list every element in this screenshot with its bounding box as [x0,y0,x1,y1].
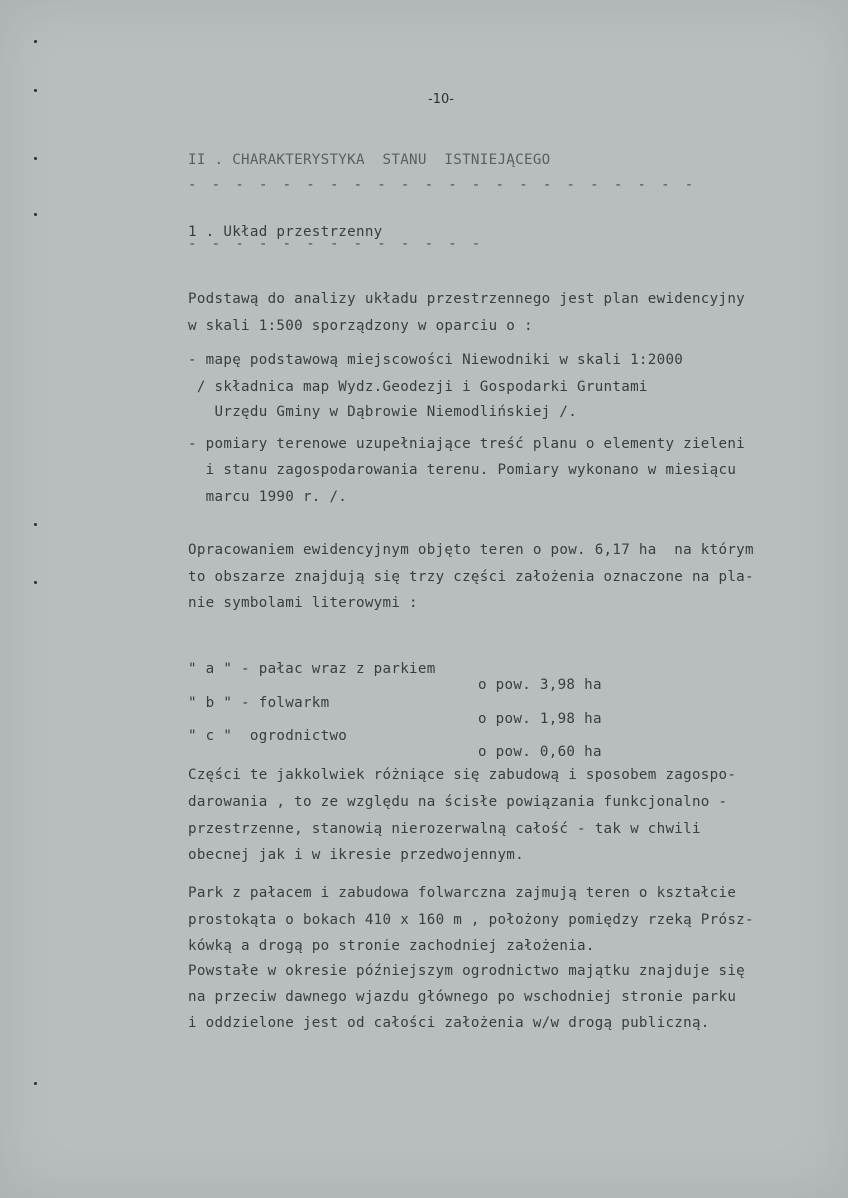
list-item-line: - pomiary terenowe uzupełniające treść planu o elementy zieleni [188,436,746,452]
paragraph-line: kówką a drogą po stronie zachodniej założenia. [188,938,595,954]
paragraph-line: darowania , to ze względu na ścisłe powiązania funkcjonalno - [188,794,728,810]
part-area: o pow. 0,60 ha [478,744,602,760]
paragraph-line: Opracowaniem ewidencyjnym objęto teren o pow. 6,17 ha na którym [188,542,754,558]
paragraph-line: i oddzielone jest od całości założenia w/w drogą publiczną. [188,1015,710,1031]
paragraph-line: Park z pałacem i zabudowa folwarczna zajmują teren o kształcie [188,885,737,901]
part-label: " b " - folwarkm [188,695,330,711]
part-row [0,645,848,693]
section-heading: II . CHARAKTERYSTYKA STANU ISTNIEJĄCEGO [188,152,551,168]
subsection-heading: 1 . Układ przestrzenny [188,224,383,240]
paragraph-line: w skali 1:500 sporządzony w oparciu o : [188,318,533,334]
paragraph-line: obecnej jak i w ikresie przedwojennym. [188,847,524,863]
part-label: " c " ogrodnictwo [188,728,348,744]
paragraph-line: na przeciw dawnego wjazdu głównego po wschodniej stronie parku [188,989,737,1005]
part-area: o pow. 1,98 ha [478,711,602,727]
binder-hole-mark [34,523,37,526]
paragraph-line: prostokąta o bokach 410 x 160 m , położony pomiędzy rzeką Prósz- [188,912,754,928]
part-row [0,679,848,727]
part-area: o pow. 3,98 ha [478,677,602,693]
list-item-line: Urzędu Gminy w Dąbrowie Niemodlińskiej /. [188,404,578,420]
list-item-line: marcu 1990 r. /. [188,489,348,505]
list-item-line: / składnica map Wydz.Geodezji i Gospodarki Gruntami [188,379,648,395]
section-underline: - - - - - - - - - - - - - - - - - - - - - - [188,177,697,193]
paragraph-line: Podstawą do analizy układu przestrzennego jest plan ewidencyjny [188,291,746,307]
binder-hole-mark [34,157,37,160]
paragraph-line: Części te jakkolwiek różniące się zabudową i sposobem zagospo- [188,767,737,783]
binder-hole-mark [34,581,37,584]
paragraph-line: Powstałe w okresie późniejszym ogrodnictwo majątku znajduje się [188,963,746,979]
list-item-line: i stanu zagospodarowania terenu. Pomiary wykonano w miesiącu [188,462,737,478]
list-item-line: - mapę podstawową miejscowości Niewodniki w skali 1:2000 [188,352,684,368]
subsection-underline: - - - - - - - - - - - - - [188,236,484,252]
page-number: -10- [428,92,454,107]
paragraph-line: to obszarze znajdują się trzy części założenia oznaczone na pla- [188,569,754,585]
binder-hole-mark [34,40,37,43]
binder-hole-mark [34,89,37,92]
paragraph-line: nie symbolami literowymi : [188,595,418,611]
binder-hole-mark [34,1082,37,1085]
paragraph-line: przestrzenne, stanowią nierozerwalną całość - tak w chwili [188,821,701,837]
part-row [0,712,848,760]
part-label: " a " - pałac wraz z parkiem [188,661,436,677]
binder-hole-mark [34,213,37,216]
